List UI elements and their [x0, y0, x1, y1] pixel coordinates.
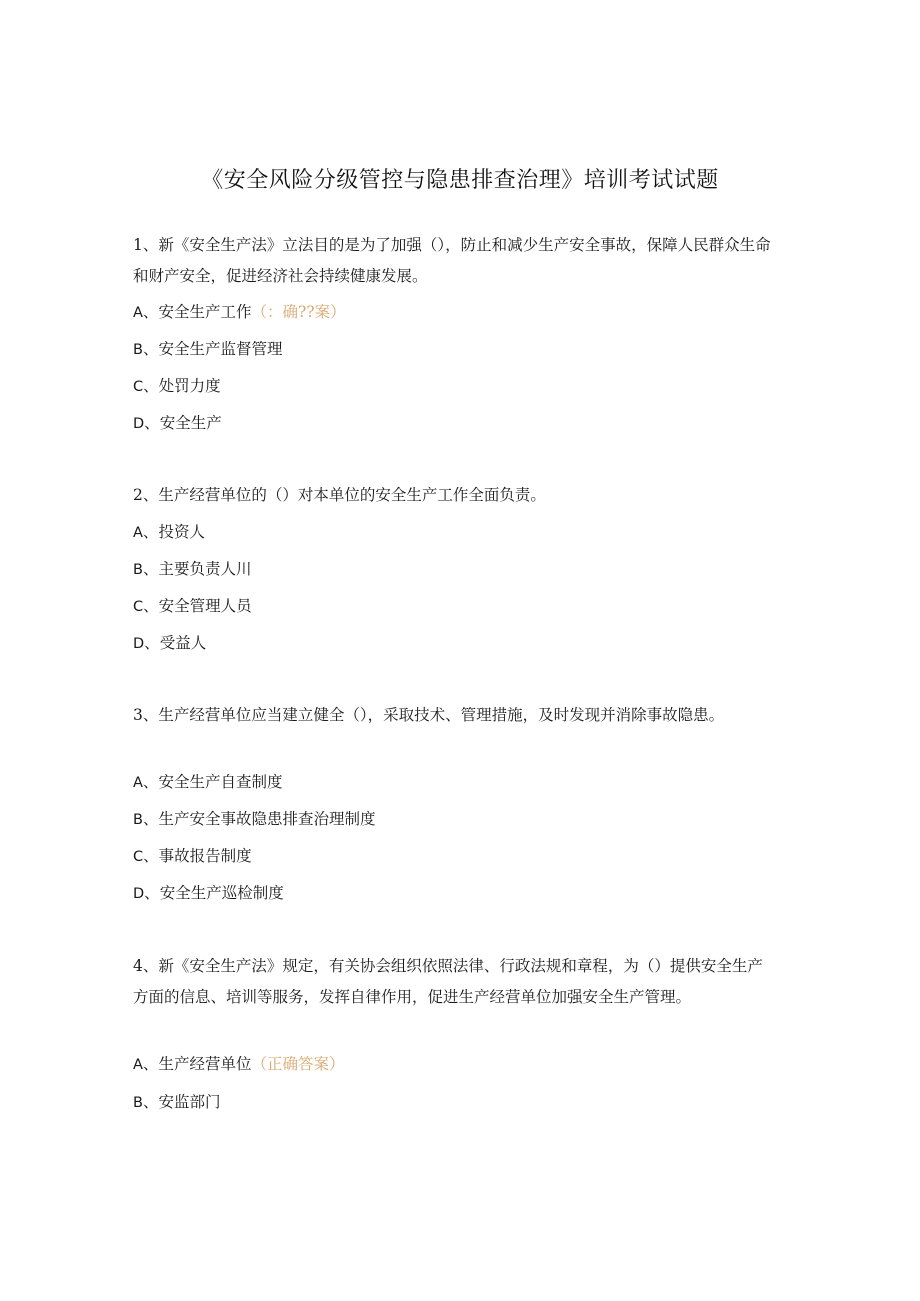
question-1-option-a	[133, 300, 778, 325]
option-text: 安全生产自查制度	[158, 773, 283, 791]
option-text: 安监部门	[158, 1093, 221, 1111]
option-letter: A	[133, 1057, 143, 1073]
option-letter: B	[133, 562, 143, 578]
question-3-option-c	[133, 844, 778, 869]
option-letter: B	[133, 1095, 143, 1111]
question-1-text: 1、新《安全生产法》立法目的是为了加强（），防止和减少生产安全事故，保障人民群众生命和财产安全，促进经济社会持续健康发展。	[133, 236, 771, 285]
question-2-option-b	[133, 557, 778, 582]
answer-note: （：确??案）	[251, 303, 346, 321]
question-1-option-b	[133, 337, 778, 362]
option-separator: 、	[144, 884, 160, 902]
question-4-option-b	[133, 1090, 778, 1115]
option-text: 处罚力度	[158, 377, 221, 395]
option-letter: C	[133, 379, 144, 395]
option-separator: 、	[144, 414, 160, 432]
option-separator: 、	[142, 810, 159, 828]
option-separator: 、	[143, 847, 159, 865]
option-text: 安全生产巡检制度	[159, 884, 284, 902]
option-separator: 、	[142, 1055, 159, 1073]
option-letter: C	[133, 599, 144, 615]
option-separator: 、	[142, 560, 159, 578]
option-letter: B	[133, 342, 143, 358]
option-text: 生产安全事故隐患排查治理制度	[158, 810, 376, 828]
option-letter: D	[133, 636, 145, 652]
option-letter: D	[133, 886, 145, 902]
question-4-option-a	[133, 1052, 778, 1077]
option-text: 安全生产	[159, 414, 222, 432]
option-text: 安全生产工作	[158, 303, 252, 321]
question-3-option-d	[133, 881, 778, 906]
question-3-option-b	[133, 807, 778, 832]
option-separator: 、	[143, 377, 159, 395]
question-2-text: 2、生产经营单位的（）对本单位的安全生产工作全面负责。	[133, 486, 546, 504]
answer-note: （正确答案）	[251, 1055, 345, 1073]
option-text: 生产经营单位	[158, 1055, 252, 1073]
option-text: 主要负责人川	[158, 560, 252, 578]
option-separator: 、	[142, 303, 159, 321]
option-letter: B	[133, 812, 143, 828]
document-title: 《安全风险分级管控与隐患排查治理》培训考试试题	[201, 168, 719, 193]
question-4-text: 4、新《安全生产法》规定，有关协会组织依照法律、行政法规和章程，为（）提供安全生产方面的信息、培训等服务，发挥自律作用，促进生产经营单位加强安全生产管理。	[133, 957, 763, 1006]
option-separator: 、	[144, 634, 160, 652]
option-letter: A	[133, 775, 143, 791]
question-2-option-c	[133, 594, 778, 619]
option-text: 受益人	[159, 634, 207, 652]
option-letter: D	[133, 416, 145, 432]
option-separator: 、	[142, 773, 159, 791]
option-separator: 、	[142, 340, 159, 358]
option-text: 投资人	[158, 523, 205, 541]
option-separator: 、	[142, 1093, 159, 1111]
option-text: 安全管理人员	[158, 597, 252, 615]
option-separator: 、	[142, 523, 159, 541]
option-text: 事故报告制度	[158, 847, 252, 865]
question-2-option-a	[133, 520, 778, 545]
option-letter: C	[133, 849, 144, 865]
option-separator: 、	[143, 597, 159, 615]
option-text: 安全生产监督管理	[158, 340, 283, 358]
question-1-option-d	[133, 411, 778, 436]
option-letter: A	[133, 525, 143, 541]
question-3-option-a	[133, 770, 778, 795]
question-2-option-d	[133, 631, 778, 656]
question-1-option-c	[133, 374, 778, 399]
option-letter: A	[133, 305, 143, 321]
question-3-text: 3、生产经营单位应当建立健全（），采取技术、管理措施，及时发现并消除事故隐患。	[133, 706, 725, 724]
